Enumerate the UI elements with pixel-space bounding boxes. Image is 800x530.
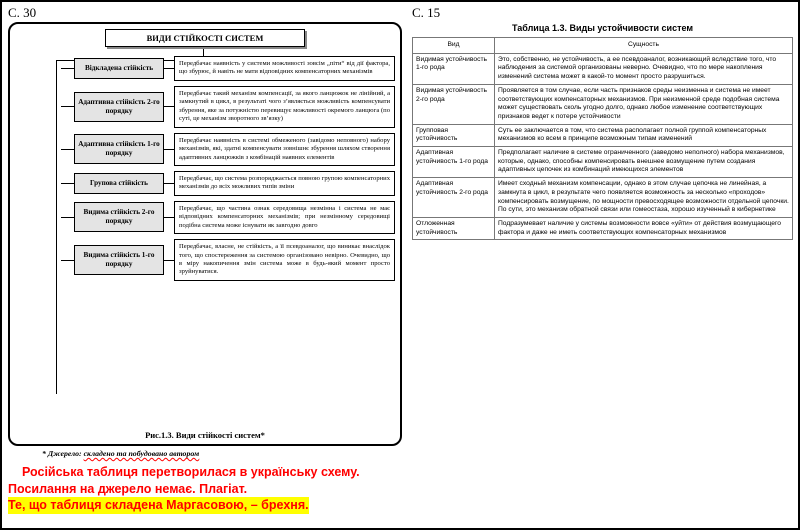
right-page-panel: [406, 2, 798, 528]
connector-line: [164, 68, 174, 69]
connector-line: [61, 183, 74, 184]
diagram-row: [61, 56, 395, 81]
connector-line: [61, 217, 74, 218]
footnote-prefix: * Джерело:: [42, 449, 84, 458]
footnote-underlined-text: складено та побудовано автором: [83, 449, 200, 458]
annotation-line-3-highlighted: Те, що таблиця складена Маргасовою, – брехня.: [8, 498, 309, 512]
connector-line: [61, 149, 74, 150]
table-row: [413, 53, 793, 84]
connector-line: [164, 260, 174, 261]
column-header-essence: Сущность: [495, 38, 793, 54]
stability-table: [412, 37, 793, 240]
table-row: [413, 217, 793, 239]
diagram-row: [61, 133, 395, 166]
table-row: [413, 84, 793, 124]
right-page-number: С. 15: [412, 5, 441, 20]
diagram-row: [61, 239, 395, 281]
connector-line: [61, 106, 74, 107]
kind-cell: Видимая устойчивость 2-го рода: [413, 84, 495, 124]
diagram-rows: [61, 56, 395, 428]
diagram-row: [61, 171, 395, 196]
essence-cell: Предполагает наличие в системе ограниченного (заведомо неполного) набора механизмов, которые, однако, способны компенсировать внешнее возмущение путем создания адаптивных цепочек из комбинаций имеющихся элементов: [495, 147, 793, 178]
stability-desc-box: Передбачає, що система розпоряджається повною групою компенсаторних механізмів до всіх можливих типів зміни: [174, 171, 395, 196]
figure-caption: Рис.1.3. Види стійкості систем*: [145, 430, 265, 440]
connector-line: [164, 217, 174, 218]
stability-desc-box: Передбачає, власне, не стійкість, а її псевдоаналог, що виникає внаслідок того, що спостереження за системою організовано невірно. Очевидно, що в міру накопичення змін система може в будь-який момент просто зруйнуватися.: [174, 239, 395, 281]
connector-line: [164, 149, 174, 150]
connector-line: [56, 60, 57, 394]
essence-cell: Имеет сходный механизм компенсации, однако в этом случае цепочка не линейная, а замкнута в цикл, в результате чего появляется возможность за несколько «проходов» компенсировать возмущение, по мощности превосходящее возможности отдельной цепочки. По сути, это механизм обратной связи или гомеостаза, хорошо изученный в кибернетике: [495, 178, 793, 218]
stability-type-box: Відкладена стійкість: [74, 58, 164, 79]
kind-cell: Групповая устойчивость: [413, 124, 495, 146]
diagram-row: [61, 86, 395, 128]
source-footnote: [42, 449, 402, 458]
table-row: [413, 124, 793, 146]
table-header-row: [413, 38, 793, 54]
connector-line: [164, 183, 174, 184]
kind-cell: Адаптивная устойчивость 2-го рода: [413, 178, 495, 218]
table-row: [413, 147, 793, 178]
stability-desc-box: Передбачає, що частина ознак середовища незмінна і система не має відповідних компенсаторних механізмів; при незмінному середовищі подібна система може існувати як завгодно довго: [174, 201, 395, 234]
essence-cell: Проявляется в том случае, если часть признаков среды неизменна и система не имеет соответствующих компенсаторных механизмов. При неизменной среде подобная система может существовать сколь угодно долго, однако любое изменение соответствующих признаков ведет к потере устойчивости: [495, 84, 793, 124]
kind-cell: Видимая устойчивость 1-го рода: [413, 53, 495, 84]
stability-type-box: Адаптивна стійкість 2-го порядку: [74, 92, 164, 122]
stability-desc-box: Передбачає такий механізм компенсації, за якого ланцюжок не лінійний, а замкнутий в цикл, в результаті чого з’являється можливість компенсувати збурення, яке за потужністю перевищує можливості окремого ланцюга (по суті, це механізм зворотного зв’язку): [174, 86, 395, 128]
connector-line: [61, 260, 74, 261]
connector-line: [61, 68, 74, 69]
annotation-line-1: Російська таблиця перетворилася в українську схему.: [22, 465, 360, 479]
left-page-panel: [2, 2, 406, 528]
table-row: [413, 178, 793, 218]
left-page-number: С. 30: [8, 5, 37, 20]
kind-cell: Адаптивная устойчивость 1-го рода: [413, 147, 495, 178]
essence-cell: Суть ее заключается в том, что система располагает полной группой компенсаторных механизмов ко всем в принципе возможным типам изменений: [495, 124, 793, 146]
stability-diagram: [8, 22, 402, 446]
diagram-row: [61, 201, 395, 234]
column-header-kind: Вид: [413, 38, 495, 54]
essence-cell: Это, собственно, не устойчивость, а ее псевдоаналог, возникающий вследствие того, что наблюдения за системой организованы неверно. Очевидно, что по мере накопления изменений система может в какой-то момент просто разрушиться.: [495, 53, 793, 84]
stability-type-box: Видима стійкість 2-го порядку: [74, 202, 164, 232]
reviewer-annotations: [8, 464, 402, 514]
annotation-line-2: Посилання на джерело немає. Плагіат.: [8, 481, 248, 496]
diagram-title: ВИДИ СТІЙКОСТІ СИСТЕМ: [105, 29, 305, 47]
stability-type-box: Групова стійкість: [74, 173, 164, 194]
stability-type-box: Видима стійкість 1-го порядку: [74, 245, 164, 275]
essence-cell: Подразумевает наличие у системы возможности вовсе «уйти» от действия возмущающего фактора и даже не иметь соответствующих компенсаторных механизмов: [495, 217, 793, 239]
table-title: Таблица 1.3. Виды устойчивости систем: [511, 23, 694, 33]
stability-desc-box: Передбачає наявність у системи можливості зовсім „піти“ від дії фактора, що збурює, й навіть не мати відповідних компенсаторних механізмів: [174, 56, 395, 81]
kind-cell: Отложенная устойчивость: [413, 217, 495, 239]
stability-type-box: Адаптивна стійкість 1-го порядку: [74, 134, 164, 164]
stability-desc-box: Передбачає наявність в системі обмеженого (завідомо неповного) набору механізмів, які, здатні компенсувати зовнішнє збурення шляхом створення адаптивних ланцюжків з комбінацій наявних елементів: [174, 133, 395, 166]
connector-line: [164, 106, 174, 107]
